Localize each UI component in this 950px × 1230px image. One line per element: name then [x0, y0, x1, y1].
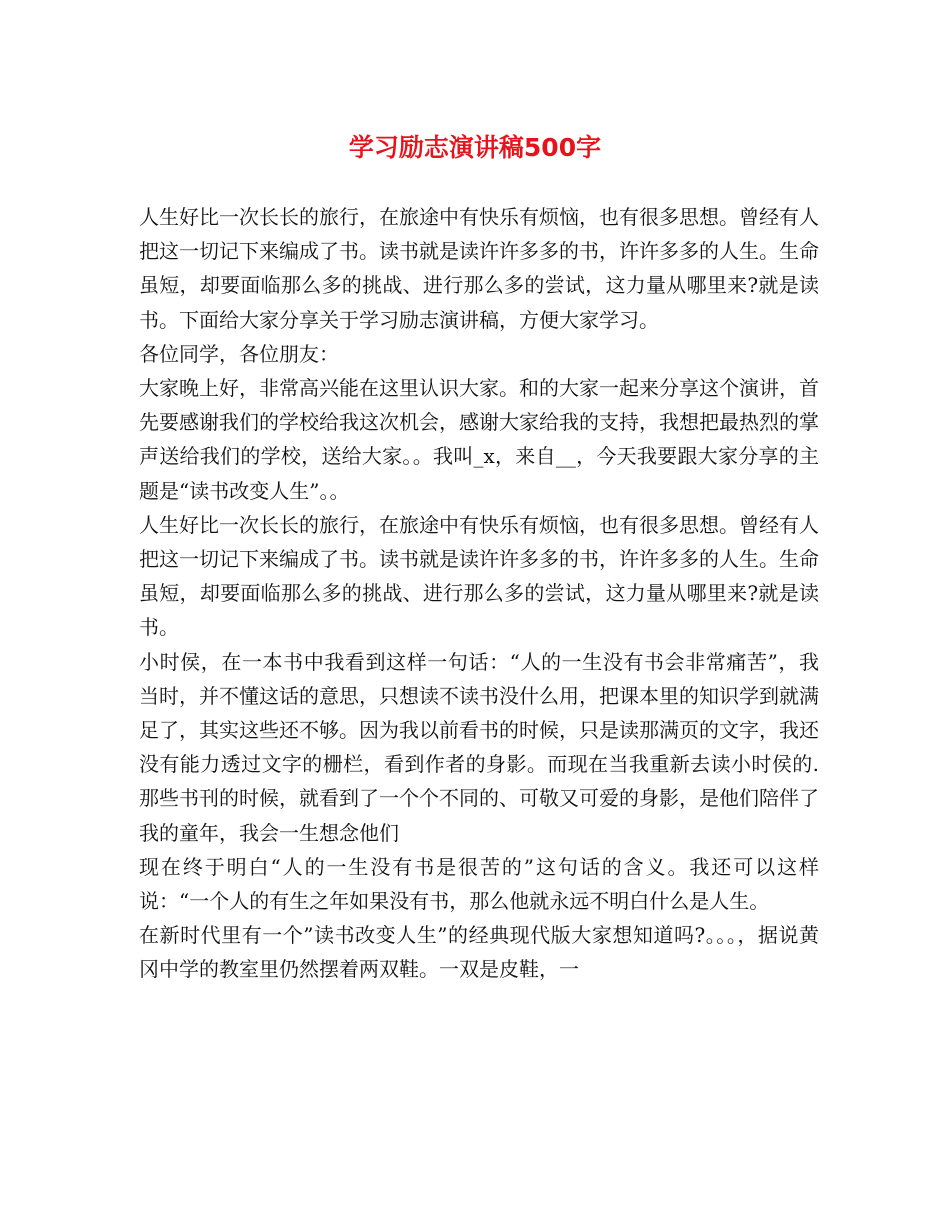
paragraph: 在新时代里有一个”读书改变人生”的经典现代版大家想知道吗?。。。，据说黄冈中学的教室里仍然摆着两双鞋。一双是皮鞋，一 [139, 923, 819, 982]
paragraph: 小时侯，在一本书中我看到这样一句话：“人的一生没有书会非常痛苦”，我当时，并不懂这话的意思，只想读不读书没什么用，把课本里的知识学到就满足了，其实这些还不够。因为我以前看书的时候，只是读那满页的文字，我还没有能力透过文字的栅栏，看到作者的身影。而现在当我重新去读小时侯的.那些书刊的时候，就看到了一个个不同的、可敬又可爱的身影，是他们陪伴了我的童年，我会一生想念他们 [139, 649, 819, 845]
paragraph: 现在终于明白“人的一生没有书是很苦的”这句话的含义。我还可以这样说：“一个人的有生之年如果没有书，那么他就永远不明白什么是人生。 [139, 854, 819, 914]
paragraph: 人生好比一次长长的旅行，在旅途中有快乐有烦恼，也有很多思想。曾经有人把这一切记下来编成了书。读书就是读许许多多的书，许许多多的人生。生命虽短，却要面临那么多的挑战、进行那么多的尝试，这力量从哪里来?就是读书。 [139, 512, 819, 640]
paragraph: 大家晚上好，非常高兴能在这里认识大家。和的大家一起来分享这个演讲，首先要感谢我们的学校给我这次机会，感谢大家给我的支持，我想把最热烈的掌声送给我们的学校，送给大家。。我叫_x，来自__，今天我要跟大家分享的主题是“读书改变人生”。。 [139, 376, 819, 503]
paragraph: 人生好比一次长长的旅行，在旅途中有快乐有烦恼，也有很多思想。曾经有人把这一切记下来编成了书。读书就是读许许多多的书，许许多多的人生。生命虽短，却要面临那么多的挑战、进行那么多的尝试，这力量从哪里来?就是读书。下面给大家分享关于学习励志演讲稿，方便大家学习。 [139, 205, 819, 332]
document-title: 学习励志演讲稿500字 [348, 133, 602, 162]
paragraph: 各位同学，各位朋友： [139, 341, 339, 366]
document-body [139, 200, 819, 987]
